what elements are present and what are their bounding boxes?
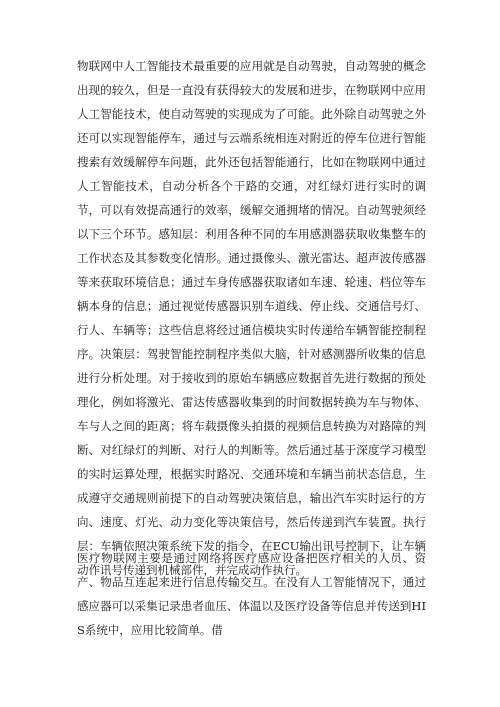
paragraph-autonomous-driving: 物联网中人工智能技术最重要的应用就是自动驾驶，自动驾驶的概念出现的较久，但是一直没有获得较大的发展和进步，在物联网中应用人工智能技术，使自动驾驶的实现成为了可能。此外除自动驾驶之外还可以实现智能停车，通过与云端系统相连对附近的停车位进行智能搜索有效缓解停车问题，此外还包括智能通行，比如在物联网中通过人工智能技术，自动分析各个干路的交通，对红绿灯进行实时的调节，可以有效提高通行的效率，缓解交通拥堵的情况。自动驾驶须经以下三个环节。感知层：利用各种不同的车用感测器获取收集整车的工作状态及其参数变化情形。通过摄像头、激光雷达、超声波传感器等来获取环境信息；通过车身传感器获取诸如车速、轮速、档位等车辆本身的信息；通过视觉传感器识别车道线、停止线、交通信号灯、行人、车辆等；这些信息将经过通信模块实时传递给车辆智能控制程序。决策层：驾驶智能控制程序类似大脑，针对感测器所收集的信息进行分析处理。对于接收到的原始车辆感应数据首先进行数据的预处理化，例如将激光、雷达传感器收集到的时间数据转换为车与物体、车与人之间的距离；将车载摄像头拍摄的视频信息转换为对路障的判断、对红绿灯的判断、对行人的判断等。然后通过基于深度学习模型的实时运算处理，根据实时路况、交通环境和车辆当前状态信息，生成遵守交通规则前提下的自动驾驶决策信息，输出汽车实时运行的方向、速度、灯光、动力变化等决策信号，然后传递到汽车装置。执行层：车辆依照决策系统下发的指令，在ECU输出讯号控制下，让车辆动作讯号传递到机械部件，并完成动作执行。 bbox=[77, 59, 426, 577]
paragraph-medical-iot: 医疗物联网主要是通过网络将医疗感应设备把医疗相关的人员、资产、物品互连起来进行信息传输交互。在没有人工智能情况下，通过感应器可以采集记录患者血压、体温以及医疗设备等信息并传送到HIS系统中，应用比较简单。借 bbox=[77, 551, 426, 637]
